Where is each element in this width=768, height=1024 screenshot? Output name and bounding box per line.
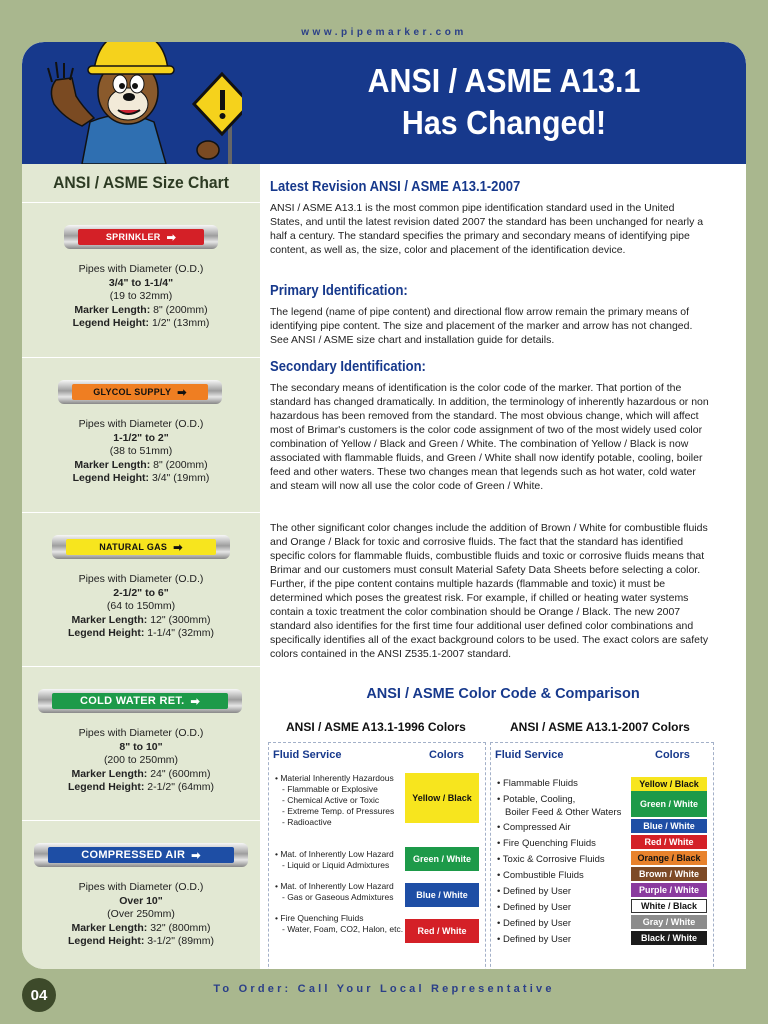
old-fluid-row [275,773,394,828]
diameter-range: 1-1/2" to 2" [113,431,169,444]
site-url: www.pipemarker.com [301,27,467,38]
size-chart-item [22,202,260,357]
old-colors-title: ANSI / ASME A13.1-1996 Colors [286,720,466,734]
color-swatch: Red / White [631,835,707,849]
flow-arrow-icon: ➡ [177,386,187,399]
new-colors-header: Colors [655,749,690,761]
secondary-heading: Secondary Identification: [270,359,426,375]
diameter-metric: (64 to 150mm) [106,600,176,612]
pipe-legend: NATURAL GAS [99,542,168,552]
fluid-service-sub: - Gas or Gaseous Admixtures [282,892,394,902]
size-chart-description [22,418,260,486]
comparison-title: ANSI / ASME Color Code & Comparison [366,686,640,702]
legend-height-label: Legend Height: [67,627,145,639]
fluid-service-sub: - Water, Foam, CO2, Halon, etc. [282,924,404,934]
size-chart-item [22,512,260,666]
pipe-legend: COLD WATER RET. [79,695,185,707]
marker-length-label: Marker Length: [74,458,151,471]
new-fluid-row [497,917,571,930]
fluid-service-label: • Potable, Cooling, [497,794,576,805]
new-fluid-row [497,869,584,882]
marker-length-value: 12" (300mm) [147,613,211,626]
new-colors-title: ANSI / ASME A13.1-2007 Colors [510,720,690,734]
legend-height-value: 2-1/2" (64mm) [144,781,215,793]
fluid-service-sub: - Extreme Temp. of Pressures [282,806,395,816]
fluid-service-label: • Compressed Air [497,822,571,833]
pipe-marker [38,689,242,713]
size-chart-panel [22,164,260,969]
old-fluid-row [275,913,403,935]
latest-text: ANSI / ASME A13.1 is the most common pipe identification standard used in the United States, and until the latest revision dated 2007 the standard has been unchanged for nearly a half a century. The standard specifies the primary and secondary means of identifying pipe content, as well as, the size, color and placement of the identification device. [270,202,704,256]
diameter-range: 3/4" to 1-1/4" [108,276,174,289]
pipe-legend: COMPRESSED AIR [81,849,186,861]
fluid-service-sub: - Flammable or Explosive [282,784,378,794]
pipe-legend: SPRINKLER [105,232,161,242]
fluid-service-label: • Fire Quenching Fluids [497,838,596,849]
diameter-label: Pipes with Diameter (O.D.) [78,263,204,275]
fluid-service-label: • Defined by User [497,886,572,897]
old-colors-header: Colors [429,749,464,761]
new-fluid-row [497,933,571,946]
size-chart-title: ANSI / ASME Size Chart [53,173,229,192]
flow-arrow-icon: ➡ [166,231,177,244]
diameter-metric: (200 to 250mm) [103,754,179,766]
color-swatch: Blue / White [405,883,479,907]
new-colors-panel [490,742,714,969]
color-swatch: Gray / White [631,915,707,929]
fluid-service-label: • Toxic & Corrosive Fluids [497,854,605,865]
new-fluid-row [497,853,605,866]
fluid-service-sub: - Liquid or Liquid Admixtures [282,860,390,870]
fluid-service-label: • Material Inherently Hazardous [275,773,394,783]
size-chart-item [22,357,260,512]
fluid-service-label: • Mat. of Inherently Low Hazard [275,881,394,891]
legend-height-value: 1-1/4" (32mm) [144,627,215,639]
new-fluid-row [497,777,578,790]
page-title-line1: ANSI / ASME A13.1 [367,62,641,99]
fluid-service-label: • Defined by User [497,934,572,945]
pipe-marker [58,380,222,404]
old-fluid-row [275,881,394,903]
color-swatch: White / Black [631,899,707,913]
size-chart-description [22,881,260,949]
color-swatch: Purple / White [631,883,707,897]
legend-height-value: 1/2" (13mm) [149,317,210,329]
color-swatch: Yellow / Black [405,773,479,823]
pipe-marker [34,843,248,867]
fluid-service-label: • Fire Quenching Fluids [275,913,364,923]
flow-arrow-icon: ➡ [191,849,201,862]
color-swatch: Brown / White [631,867,707,881]
mascot-icon [42,42,242,164]
diameter-range: 8" to 10" [119,740,163,753]
latest-heading: Latest Revision ANSI / ASME A13.1-2007 [270,179,521,195]
diameter-label: Pipes with Diameter (O.D.) [78,881,204,893]
fluid-service-label: • Defined by User [497,902,572,913]
color-swatch: Red / White [405,919,479,943]
page-number: 04 [22,978,56,1012]
legend-height-value: 3-1/2" (89mm) [144,935,215,947]
legend-height-label: Legend Height: [67,935,145,947]
color-swatch: Black / White [631,931,707,945]
size-chart-description [22,263,260,331]
marker-length-value: 24" (600mm) [147,767,211,780]
fluid-service-label: • Mat. of Inherently Low Hazard [275,849,394,859]
diameter-metric: (Over 250mm) [107,908,175,920]
marker-length-value: 32" (800mm) [147,921,211,934]
secondary-text-1: The secondary means of identification is the color code of the marker. That portion of the standard has changed dramatically. In addition, the terminology of inherently hazardous or non hazardous has been removed from the standard. The most obvious change, which will affect most of Brimar's customers is the color code assignment of two of the most widely used color combination of Yellow / Black and Green / White. The combination of Yellow / Black is now associated with flammable fluids, and Green / White shall now identify potable, cooling, boiler feed and other waters. These two changes mean that legends such as hot water, cold water and steam will now all use the color code of Green / White. [270,382,709,492]
fluid-service-label: • Flammable Fluids [497,778,578,789]
size-chart-item [22,820,260,969]
article-panel [260,164,746,969]
flow-arrow-icon: ➡ [173,541,183,554]
new-fluid-row [497,885,571,898]
size-chart-description [22,727,260,795]
old-fluid-header: Fluid Service [273,749,342,761]
diameter-label: Pipes with Diameter (O.D.) [78,418,204,430]
legend-height-value: 3/4" (19mm) [149,472,210,484]
diameter-label: Pipes with Diameter (O.D.) [78,573,204,585]
color-swatch: Yellow / Black [631,777,707,791]
size-chart-description [22,573,260,641]
pipe-marker [52,535,230,559]
diameter-metric: (38 to 51mm) [109,445,173,457]
footer-text: To Order: Call Your Local Representative [213,983,555,995]
fluid-service-label: Boiler Feed & Other Waters [505,807,622,818]
page-card [22,42,746,969]
diameter-label: Pipes with Diameter (O.D.) [78,727,204,739]
new-fluid-row [497,821,571,834]
primary-text: The legend (name of pipe content) and directional flow arrow remain the primary means of identifying pipe content. The size and placement of the marker and arrow has not changed. See ANSI / ASME size chart and installation guide for details. [270,306,693,346]
fluid-service-sub: - Radioactive [282,817,332,827]
marker-length-label: Marker Length: [71,921,148,934]
secondary-text-2: The other significant color changes include the addition of Brown / White for combustible fluids and Orange / Black for toxic and corrosive fluids. The fact that the standard has identified specific colors for flammable fluids, combustible fluids and toxic or corrosive fluids means that Brimar and our customers must consult Material Safety Data Sheets before selecting a color. Further, if the pipe content contains multiple hazards (flammable and toxic) it must be determined which poses the greatest risk. For example, if chilled or heating water systems contain a toxic treatment the color combination should be Orange / Black. The new 2007 standard also identifies for the first time four additional user defined color combinations and specifically identifies all of the exact background colors to be used. The exact colors are safety colors contained in the ANSI Z535.1-2007 standard. [270,522,709,660]
marker-length-value: 8" (200mm) [150,303,208,316]
old-fluid-row [275,849,394,871]
diameter-metric: (19 to 32mm) [109,290,173,302]
legend-height-label: Legend Height: [72,317,150,329]
new-fluid-row [497,837,596,850]
primary-heading: Primary Identification: [270,283,408,299]
new-fluid-row [497,793,621,819]
pipe-legend: GLYCOL SUPPLY [93,387,172,397]
page-title-line2: Has Changed! [401,104,607,141]
fluid-service-label: • Combustible Fluids [497,870,584,881]
color-swatch: Green / White [405,847,479,871]
marker-length-label: Marker Length: [71,613,148,626]
pipe-marker [64,225,218,249]
legend-height-label: Legend Height: [72,472,150,484]
color-swatch: Orange / Black [631,851,707,865]
marker-length-value: 8" (200mm) [150,458,208,471]
marker-length-label: Marker Length: [74,303,151,316]
new-fluid-header: Fluid Service [495,749,564,761]
fluid-service-label: • Defined by User [497,918,572,929]
diameter-range: 2-1/2" to 6" [113,586,169,599]
flow-arrow-icon: ➡ [190,695,201,708]
legend-height-label: Legend Height: [67,781,145,793]
fluid-service-sub: - Chemical Active or Toxic [282,795,380,805]
size-chart-item [22,666,260,820]
old-colors-panel [268,742,486,969]
marker-length-label: Marker Length: [71,767,148,780]
diameter-range: Over 10" [119,894,163,907]
color-swatch: Green / White [631,791,707,817]
new-fluid-row [497,901,571,914]
color-swatch: Blue / White [631,819,707,833]
